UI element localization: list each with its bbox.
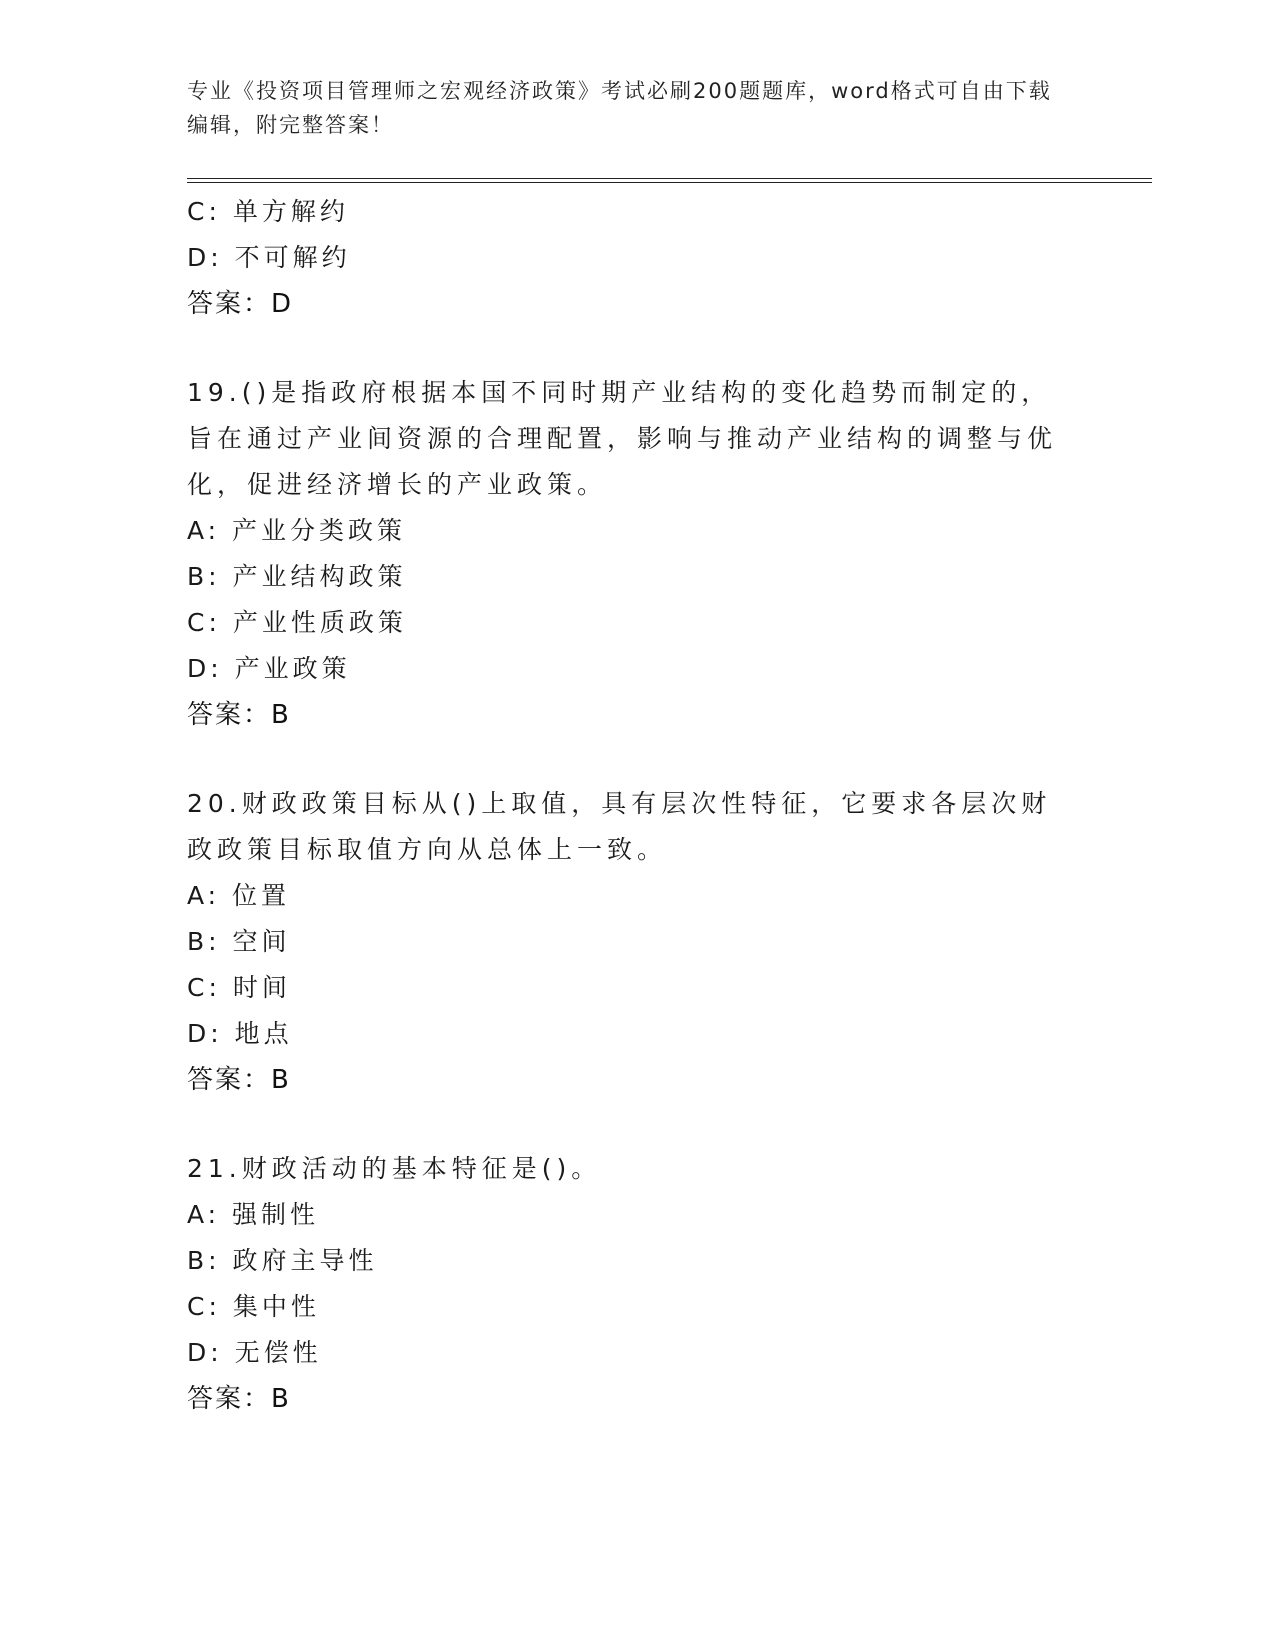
answer-line: 答案：B [187,700,291,730]
block-gap [187,1103,1087,1146]
option-c: C: 产业性质政策 [187,608,407,637]
question-block-19 [187,370,1087,738]
question-block-20 [187,781,1087,1103]
question-block-21 [187,1146,1087,1422]
option-b: B: 政府主导性 [187,1246,378,1275]
option-b: B: 产业结构政策 [187,562,407,591]
option-b: B: 空间 [187,927,291,956]
question-text: 21.财政活动的基本特征是()。 [187,1154,602,1183]
document-body [187,189,1087,1422]
option-c: C: 集中性 [187,1292,320,1321]
question-text: 20.财政政策目标从()上取值，具有层次性特征，它要求各层次财政政策目标取值方向从总体上一致。 [187,789,1052,864]
question-text: 19.()是指政府根据本国不同时期产业结构的变化趋势而制定的，旨在通过产业间资源的合理配置，影响与推动产业结构的调整与优化，促进经济增长的产业政策。 [187,378,1058,499]
option-a: A: 产业分类政策 [187,516,407,545]
option-a: A: 位置 [187,881,291,910]
question-block-18 [187,189,1087,327]
option-a: A: 强制性 [187,1200,320,1229]
page-header: 专业《投资项目管理师之宏观经济政策》考试必刷200题题库，word格式可自由下载编辑，附完整答案！ [187,79,1052,137]
option-d: D: 产业政策 [187,654,351,683]
answer-line: 答案：D [187,289,294,319]
answer-line: 答案：B [187,1065,291,1095]
option-c: C: 时间 [187,973,291,1002]
header-rule [187,178,1152,183]
answer-line: 答案：B [187,1384,291,1414]
option-c: C: 单方解约 [187,197,349,226]
option-d: D: 不可解约 [187,243,351,272]
block-gap [187,738,1087,781]
option-d: D: 地点 [187,1019,293,1048]
block-gap [187,327,1087,370]
option-d: D: 无偿性 [187,1338,322,1367]
